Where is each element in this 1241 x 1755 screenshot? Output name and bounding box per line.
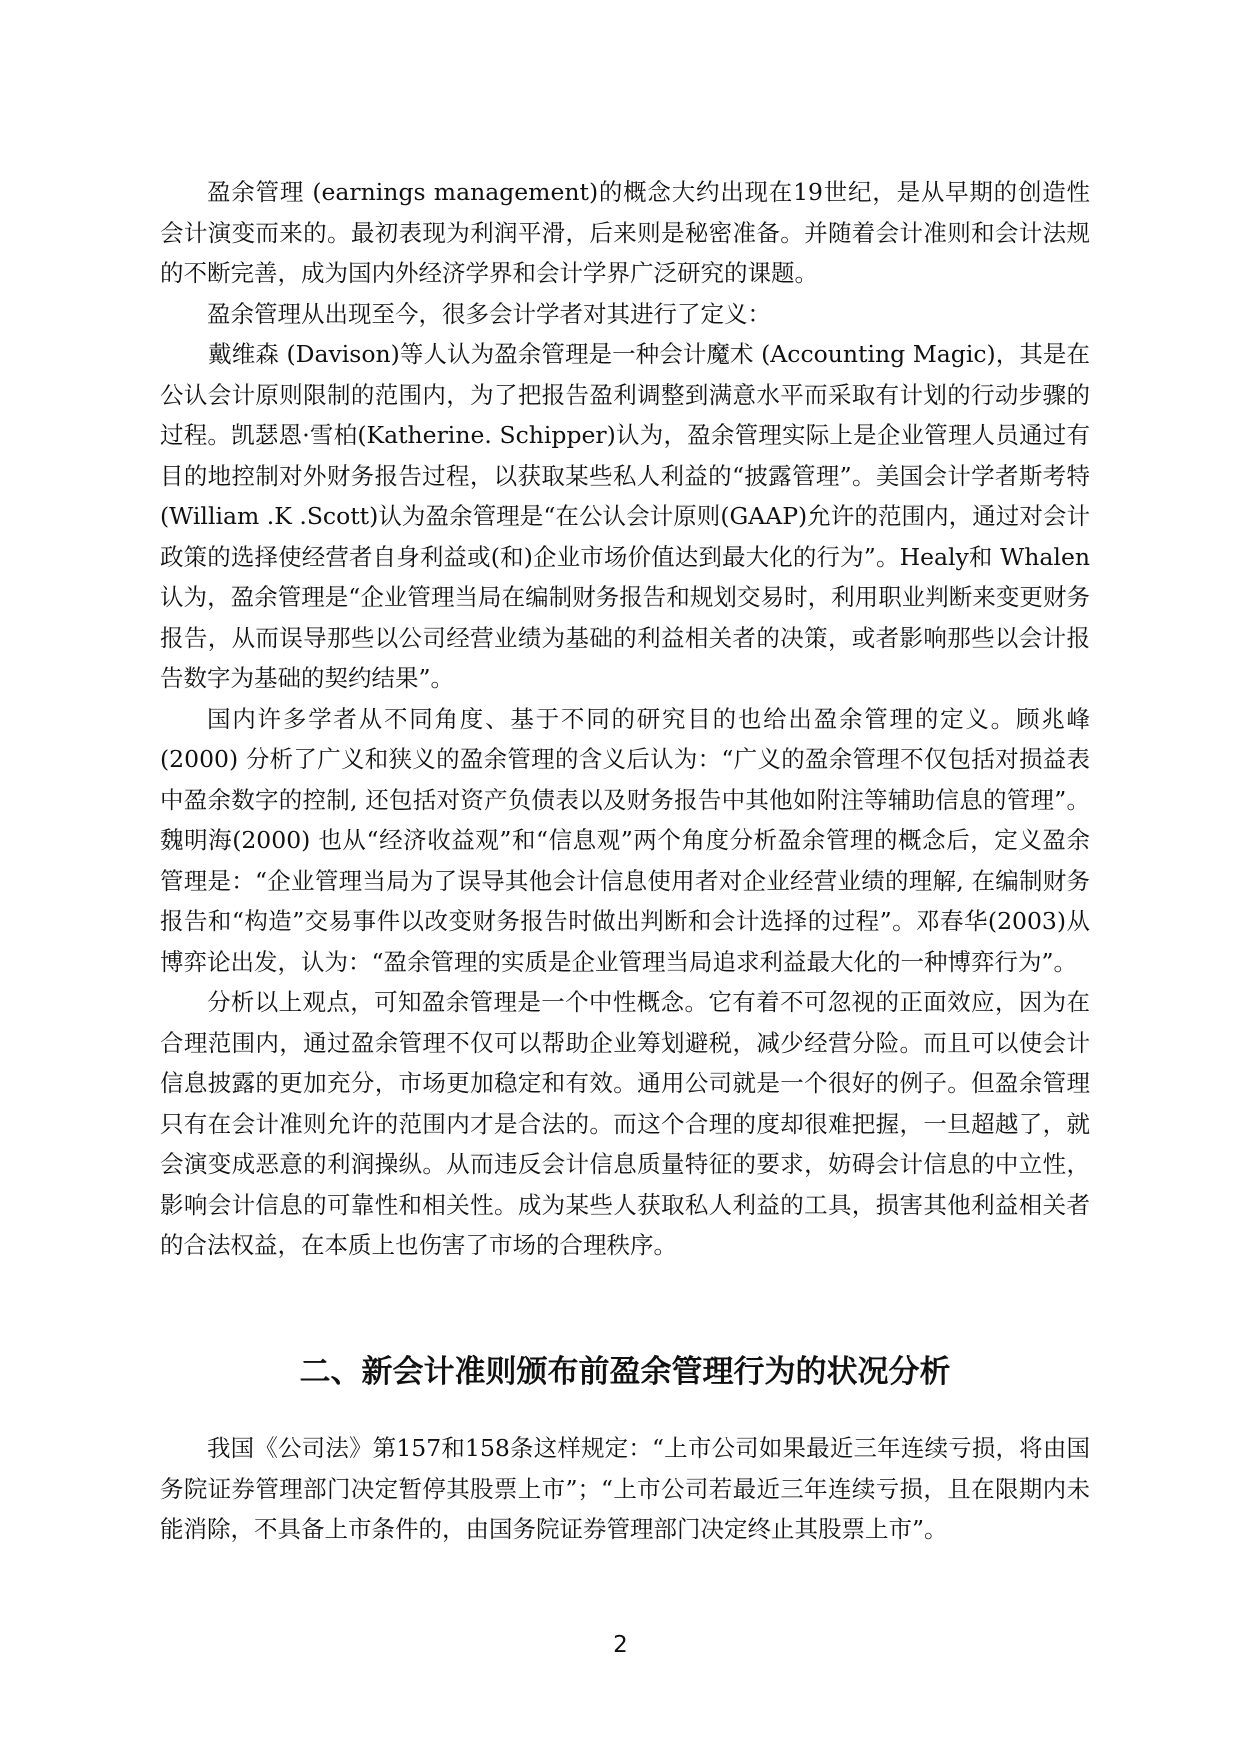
paragraph: 分析以上观点，可知盈余管理是一个中性概念。它有着不可忽视的正面效应，因为在合理范围内，通过盈余管理不仅可以帮助企业筹划避税，减少经营分险。而且可以使会计信息披露的更加充分，市场更加稳定和有效。通用公司就是一个很好的例子。但盈余管理只有在会计准则允许的范围内才是合法的。而这个合理的度却很难把握，一旦超越了，就会演变成恶意的利润操纵。从而违反会计信息质量特征的要求，妨碍会计信息的中立性，影响会计信息的可靠性和相关性。成为某些人获取私人利益的工具，损害其他利益相关者的合法权益，在本质上也伤害了市场的合理秩序。 <box>160 988 1090 1259</box>
paragraph: 国内许多学者从不同角度、基于不同的研究目的也给出盈余管理的定义。顾兆峰(2000) 分析了广义和狭义的盈余管理的含义后认为：“广义的盈余管理不仅包括对损益表中盈余数字的控制, 还包括对资产负债表以及财务报告中其他如附注等辅助信息的管理”。魏明海(2000) 也从“经济收益观”和“信息观”两个角度分析盈余管理的概念后，定义盈余管理是：“企业管理当局为了误导其他会计信息使用者对企业经营业绩的理解, 在编制财务报告和“构造”交易事件以改变财务报告时做出判断和会计选择的过程”。邓春华(2003)从博弈论出发，认为：“盈余管理的实质是企业管理当局追求利益最大化的一种博弈行为”。 <box>160 704 1090 976</box>
section-heading: 二、新会计准则颁布前盈余管理行为的状况分析 <box>299 1354 951 1390</box>
body-text <box>160 172 1090 1266</box>
paragraph: 戴维森 (Davison)等人认为盈余管理是一种会计魔术 (Accounting Magic)，其是在公认会计原则限制的范围内，为了把报告盈利调整到满意水平而采取有计划的行动步骤的过程。凯瑟恩·雪柏(Katherine. Schipper)认为，盈余管理实际上是企业管理人员通过有目的地控制对外财务报告过程，以获取某些私人利益的“披露管理”。美国会计学者斯考特(William .K .Scott)认为盈余管理是“在公认会计原则(GAAP)允许的范围内，通过对会计政策的选择使经营者自身利益或(和)企业市场价值达到最大化的行为”。Healy和 Whalen认为，盈余管理是“企业管理当局在编制财务报告和规划交易时，利用职业判断来变更财务报告，从而误导那些以公司经营业绩为基础的利益相关者的决策，或者影响那些以会计报告数字为基础的契约结果”。 <box>160 340 1090 692</box>
page-number: 2 <box>613 1632 628 1658</box>
paragraph: 我国《公司法》第157和158条这样规定：“上市公司如果最近三年连续亏损，将由国务院证券管理部门决定暂停其股票上市”；“上市公司若最近三年连续亏损，且在限期内未能消除，不具备上市条件的，由国务院证券管理部门决定终止其股票上市”。 <box>160 1434 1090 1543</box>
paragraph: 盈余管理 (earnings management)的概念大约出现在19世纪，是从早期的创造性会计演变而来的。最初表现为利润平滑，后来则是秘密准备。并随着会计准则和会计法规的不断完善，成为国内外经济学界和会计学界广泛研究的课题。 <box>160 178 1090 287</box>
paragraph: 盈余管理从出现至今，很多会计学者对其进行了定义： <box>207 299 771 328</box>
section-body-text <box>160 1428 1090 1550</box>
